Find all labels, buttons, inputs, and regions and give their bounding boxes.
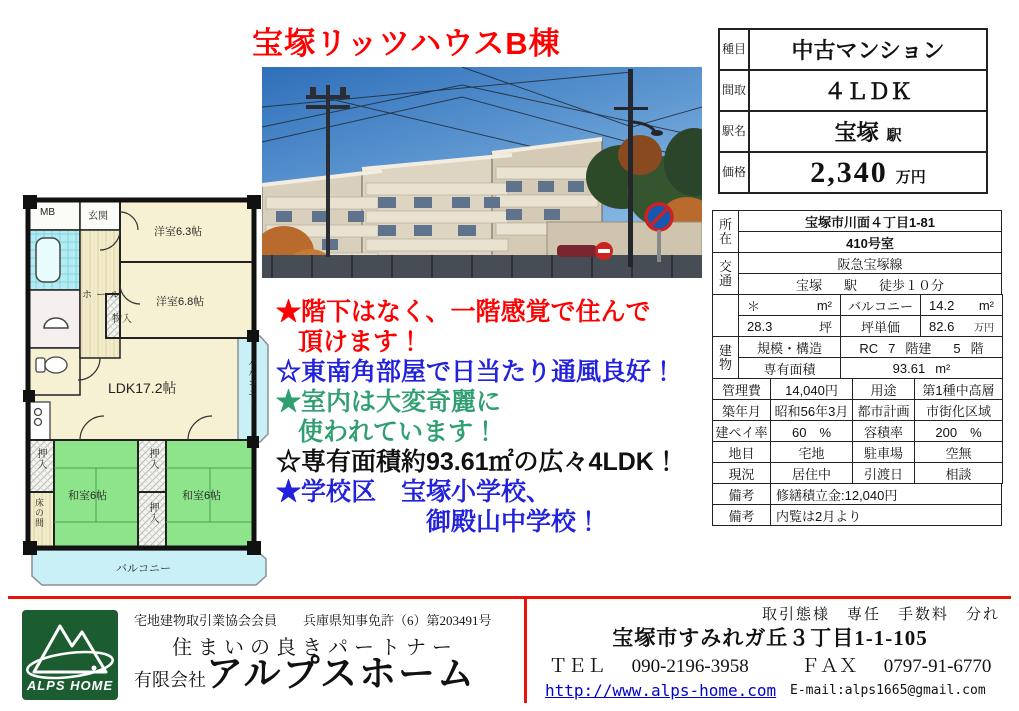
detail-label: 引渡日: [853, 463, 915, 484]
building-photo: [262, 67, 702, 278]
tsubo-price-label: 坪単価: [841, 316, 921, 337]
structure-floor: 5: [953, 340, 961, 356]
building-photo-art: [262, 67, 702, 278]
balcony-value: 14.2: [929, 297, 955, 313]
logo-text: ALPS HOME: [26, 678, 114, 693]
exclusive-value: 93.61: [892, 360, 926, 376]
rail-line: 阪急宝塚線: [739, 253, 1002, 274]
tsubo-price-unit: 万円: [974, 322, 994, 334]
summary-value-text: 宝塚: [834, 120, 879, 145]
label-ldk: LDK17.2帖: [108, 380, 177, 396]
tel-number: 090-2196-3958: [631, 656, 749, 677]
highlight-line: 御殿山中学校！: [426, 508, 602, 536]
station-suffix: 駅: [843, 277, 857, 293]
company-prefix: 有限会社: [134, 669, 206, 690]
website-link[interactable]: http://www.alps-home.com: [545, 681, 777, 700]
fax-label: ＦＡＸ: [800, 656, 858, 677]
email-address: E-mail:alps1665@gmail.com: [790, 683, 986, 698]
price-unit: 万円: [895, 169, 926, 186]
bathtub-icon: [36, 238, 60, 282]
exclusive-value-cell: [841, 358, 1003, 379]
note-value: 内覧は2月より: [771, 505, 1002, 526]
label-closet: 押入: [147, 448, 158, 470]
tel-fax-line: [540, 651, 1000, 678]
summary-label: 間取: [719, 70, 749, 111]
tsubo-unit: 坪: [818, 319, 832, 335]
highlights: [276, 297, 708, 537]
label-mb: MB: [40, 207, 55, 218]
tsubo-cell: [739, 316, 841, 337]
fax-number: 0797-91-6770: [883, 656, 992, 677]
exclusive-label: 専有面積: [739, 358, 841, 379]
detail-label: 用途: [853, 379, 915, 400]
detail-label: 現況: [713, 463, 771, 484]
label-closet: 押入: [35, 448, 46, 470]
building-label: 建物: [713, 337, 739, 379]
no-entry-sign-icon: [595, 242, 613, 260]
summary-value: [749, 111, 987, 152]
highlight-line: ★階下はなく、一階感覚で住んで: [276, 298, 651, 326]
highlight-line: ★学校区 宝塚小学校、: [276, 478, 552, 506]
slogan: 住まいの良きパートナー: [172, 637, 458, 659]
tsubo-price-value: 82.6: [929, 318, 955, 334]
summary-value-suffix: 駅: [886, 128, 902, 144]
detail-value: 昭和56年3月: [771, 400, 853, 421]
detail-label: 容積率: [853, 421, 915, 442]
location-label: 所在: [713, 211, 739, 253]
highlight-line: 頂けます！: [298, 328, 424, 356]
label-hall: ホール: [82, 290, 124, 301]
summary-value-text: 中古マンション: [791, 38, 945, 63]
label-japanese1: 和室6帖: [68, 490, 108, 502]
page-title: 宝塚リッツハウスB棟: [252, 26, 561, 61]
highlight-line: 使われています！: [298, 418, 499, 446]
summary-label: 駅名: [719, 111, 749, 152]
company-name: [134, 655, 476, 696]
area-spacer: [713, 295, 739, 337]
kitchen-icon: [30, 402, 50, 440]
structure-floors: 7: [888, 340, 896, 356]
summary-value: [749, 29, 987, 70]
label-japanese2: 和室6帖: [182, 490, 222, 502]
structure-label: 規模・構造: [739, 337, 841, 358]
land-area-unit: m²: [816, 297, 832, 313]
detail-value: 市街化区域: [915, 400, 1003, 421]
transaction-type-line: 取引態様 専任 手数料 分れ: [761, 607, 1000, 623]
summary-value: [749, 152, 987, 193]
tel-label: ＴＥＬ: [548, 656, 606, 677]
detail-value: 60 %: [771, 421, 853, 442]
detail-label: 築年月: [713, 400, 771, 421]
detail-label: 地目: [713, 442, 771, 463]
station-name: 宝塚: [795, 277, 822, 293]
label-balcony-right: バルコニー: [247, 358, 257, 408]
floor-plan: [16, 190, 274, 594]
detail-label: 駐車場: [853, 442, 915, 463]
detail-label: 管理費: [713, 379, 771, 400]
note-label: 備考: [713, 505, 771, 526]
footer-divider: [524, 599, 527, 703]
balcony-label: バルコニー: [841, 295, 921, 316]
summary-table: [718, 28, 988, 194]
land-area-value: ＊: [747, 298, 761, 314]
property-panel: [712, 28, 1004, 526]
location-access-table: [712, 210, 1002, 295]
summary-value-text: ４ＬＤＫ: [823, 79, 912, 104]
license-line: 宅地建物取引業協会会員 兵庫県知事免許（6）第203491号: [134, 613, 492, 628]
notes-table: [712, 483, 1002, 526]
balcony-cell: [921, 295, 1003, 316]
access-label: 交通: [713, 253, 739, 295]
detail-value: 宅地: [771, 442, 853, 463]
exclusive-unit: m²: [935, 360, 951, 376]
label-closet: 押入: [147, 502, 158, 524]
room-number: 410号室: [739, 232, 1002, 253]
price-value: 2,340: [810, 155, 888, 189]
area-building-table: [712, 294, 1003, 379]
note-label: 備考: [713, 484, 771, 505]
note-value: 修繕積立金:12,040円: [771, 484, 1002, 505]
label-western1: 洋室6.3帖: [154, 226, 203, 238]
detail-value: 第1種中高層: [915, 379, 1003, 400]
footer-separator: [8, 596, 1011, 599]
detail-value: 居住中: [771, 463, 853, 484]
label-balcony-bottom: バルコニー: [116, 563, 171, 575]
highlight-line: ★室内は大変奇麗に: [276, 388, 502, 416]
detail-value: 14,040円: [771, 379, 853, 400]
structure-value: [841, 337, 1003, 358]
detail-value: 空無: [915, 442, 1003, 463]
detail-label: 都市計画: [853, 400, 915, 421]
station-row: [739, 274, 1002, 295]
detail-value: 相談: [915, 463, 1003, 484]
summary-value: [749, 70, 987, 111]
label-tokonoma: 床の間: [34, 498, 44, 528]
land-area-cell: [739, 295, 841, 316]
address-value: 宝塚市川面４丁目1-81: [739, 211, 1002, 232]
company-name-text: アルプスホーム: [206, 654, 477, 695]
label-storage: 物入: [112, 314, 132, 325]
toilet-icon: [36, 357, 67, 373]
balcony-unit: m²: [978, 297, 994, 313]
detail-label: 建ペイ率: [713, 421, 771, 442]
detail-pairs-table: [712, 378, 1003, 484]
walk-time: 徒歩１０分: [879, 277, 945, 293]
label-western2: 洋室6.8帖: [156, 296, 205, 308]
highlight-line: ☆専有面積約93.61㎡の広々4LDK！: [276, 448, 679, 476]
structure-floors-suffix: 階建: [905, 340, 932, 356]
structure-floor-suffix: 階: [970, 340, 984, 356]
label-entrance: 玄関: [88, 211, 108, 222]
detail-value: 200 %: [915, 421, 1003, 442]
summary-label: 種目: [719, 29, 749, 70]
alps-home-logo: [22, 610, 118, 705]
summary-label: 価格: [719, 152, 749, 193]
highlight-line: ☆東南角部屋で日当たり通風良好！: [276, 358, 677, 386]
tsubo-value: 28.3: [747, 318, 773, 334]
tsubo-price-cell: [921, 316, 1003, 337]
office-address: 宝塚市すみれガ丘３丁目1-1-105: [612, 626, 928, 650]
structure-type: RC: [859, 340, 879, 356]
